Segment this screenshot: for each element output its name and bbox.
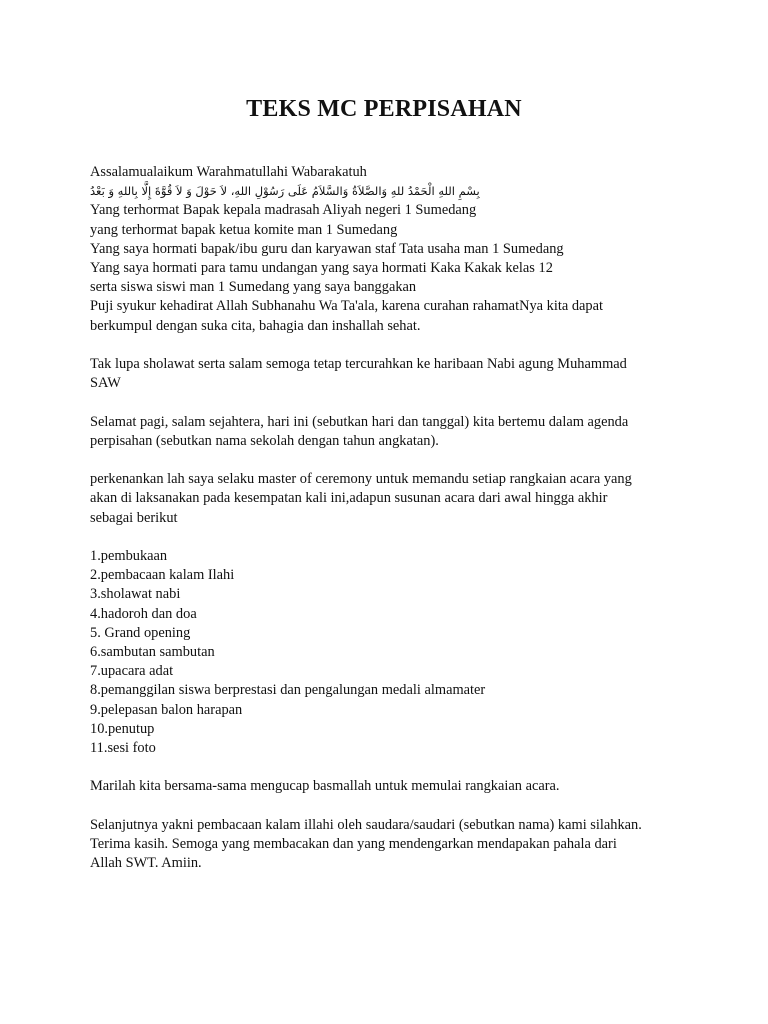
document-body: [90, 163, 690, 893]
agenda-item: 3.sholawat nabi: [90, 586, 181, 603]
basmallah-paragraph: [90, 777, 690, 796]
paragraph-line: sebagai berikut: [90, 509, 178, 526]
opening-line: berkumpul dengan suka cita, bahagia dan inshallah sehat.: [90, 317, 421, 334]
opening-line: serta siswa siswi man 1 Sumedang yang saya banggakan: [90, 279, 417, 296]
paragraph-line: perpisahan (sebutkan nama sekolah dengan tahun angkatan).: [90, 432, 439, 449]
paragraph-line: Selamat pagi, salam sejahtera, hari ini (sebutkan hari dan tanggal) kita bertemu dalam agenda: [90, 413, 629, 430]
opening-line: Yang saya hormati para tamu undangan yang saya hormati Kaka Kakak kelas 12: [90, 260, 553, 277]
agenda-item: 10.penutup: [90, 720, 155, 737]
intro-paragraph: [90, 470, 690, 528]
paragraph-line: perkenankan lah saya selaku master of ceremony untuk memandu setiap rangkaian acara yang: [90, 471, 632, 488]
sholawat-paragraph: [90, 355, 690, 393]
paragraph-line: Selanjutnya yakni pembacaan kalam illahi oleh saudara/saudari (sebutkan nama) kami silahkan.: [90, 816, 642, 833]
paragraph-line: Marilah kita bersama-sama mengucap basmallah untuk memulai rangkaian acara.: [90, 778, 560, 795]
arabic-opening: بِسْمِ اللهِ الْحَمْدُ للهِ وَالصَّلاَةُ وَالسَّلاَمُ عَلَى رَسُوْلِ اللهِ، لاَ حَوْلَ وَ لاَ قُوَّةَ إِلَّا بِاللهِ وَ بَعْدُ: [90, 184, 480, 199]
agenda-item: 5. Grand opening: [90, 624, 191, 641]
agenda-item: 7.upacara adat: [90, 663, 174, 680]
salam-greeting: Assalamualaikum Warahmatullahi Wabarakatuh: [90, 164, 367, 180]
opening-line: Yang saya hormati bapak/ibu guru dan karyawan staf Tata usaha man 1 Sumedang: [90, 240, 564, 257]
paragraph-line: Allah SWT. Amiin.: [90, 855, 202, 872]
agenda-item: 6.sambutan sambutan: [90, 644, 215, 661]
paragraph-line: Tak lupa sholawat serta salam semoga tetap tercurahkan ke haribaan Nabi agung Muhammad: [90, 356, 627, 373]
greeting-paragraph: [90, 413, 690, 451]
agenda-item: 2.pembacaan kalam Ilahi: [90, 567, 235, 584]
agenda-item: 11.sesi foto: [90, 740, 156, 757]
opening-section: [90, 163, 690, 336]
paragraph-line: SAW: [90, 375, 121, 392]
agenda-item: 4.hadoroh dan doa: [90, 605, 197, 622]
paragraph-line: akan di laksanakan pada kesempatan kali ini,adapun susunan acara dari awal hingga akhir: [90, 490, 608, 507]
agenda-list: [90, 547, 690, 758]
agenda-item: 8.pemanggilan siswa berprestasi dan pengalungan medali almamater: [90, 682, 486, 699]
opening-line: Yang terhormat Bapak kepala madrasah Aliyah negeri 1 Sumedang: [90, 202, 477, 219]
opening-line: yang terhormat bapak ketua komite man 1 Sumedang: [90, 221, 398, 238]
document-title: TEKS MC PERPISAHAN: [246, 96, 522, 122]
agenda-item: 1.pembukaan: [90, 548, 168, 564]
paragraph-line: Terima kasih. Semoga yang membacakan dan yang mendengarkan mendapakan pahala dari: [90, 836, 617, 853]
opening-line: Puji syukur kehadirat Allah Subhanahu Wa Ta'ala, karena curahan rahamatNya kita dapat: [90, 298, 603, 315]
kalam-paragraph: [90, 816, 690, 874]
agenda-item: 9.pelepasan balon harapan: [90, 701, 243, 718]
